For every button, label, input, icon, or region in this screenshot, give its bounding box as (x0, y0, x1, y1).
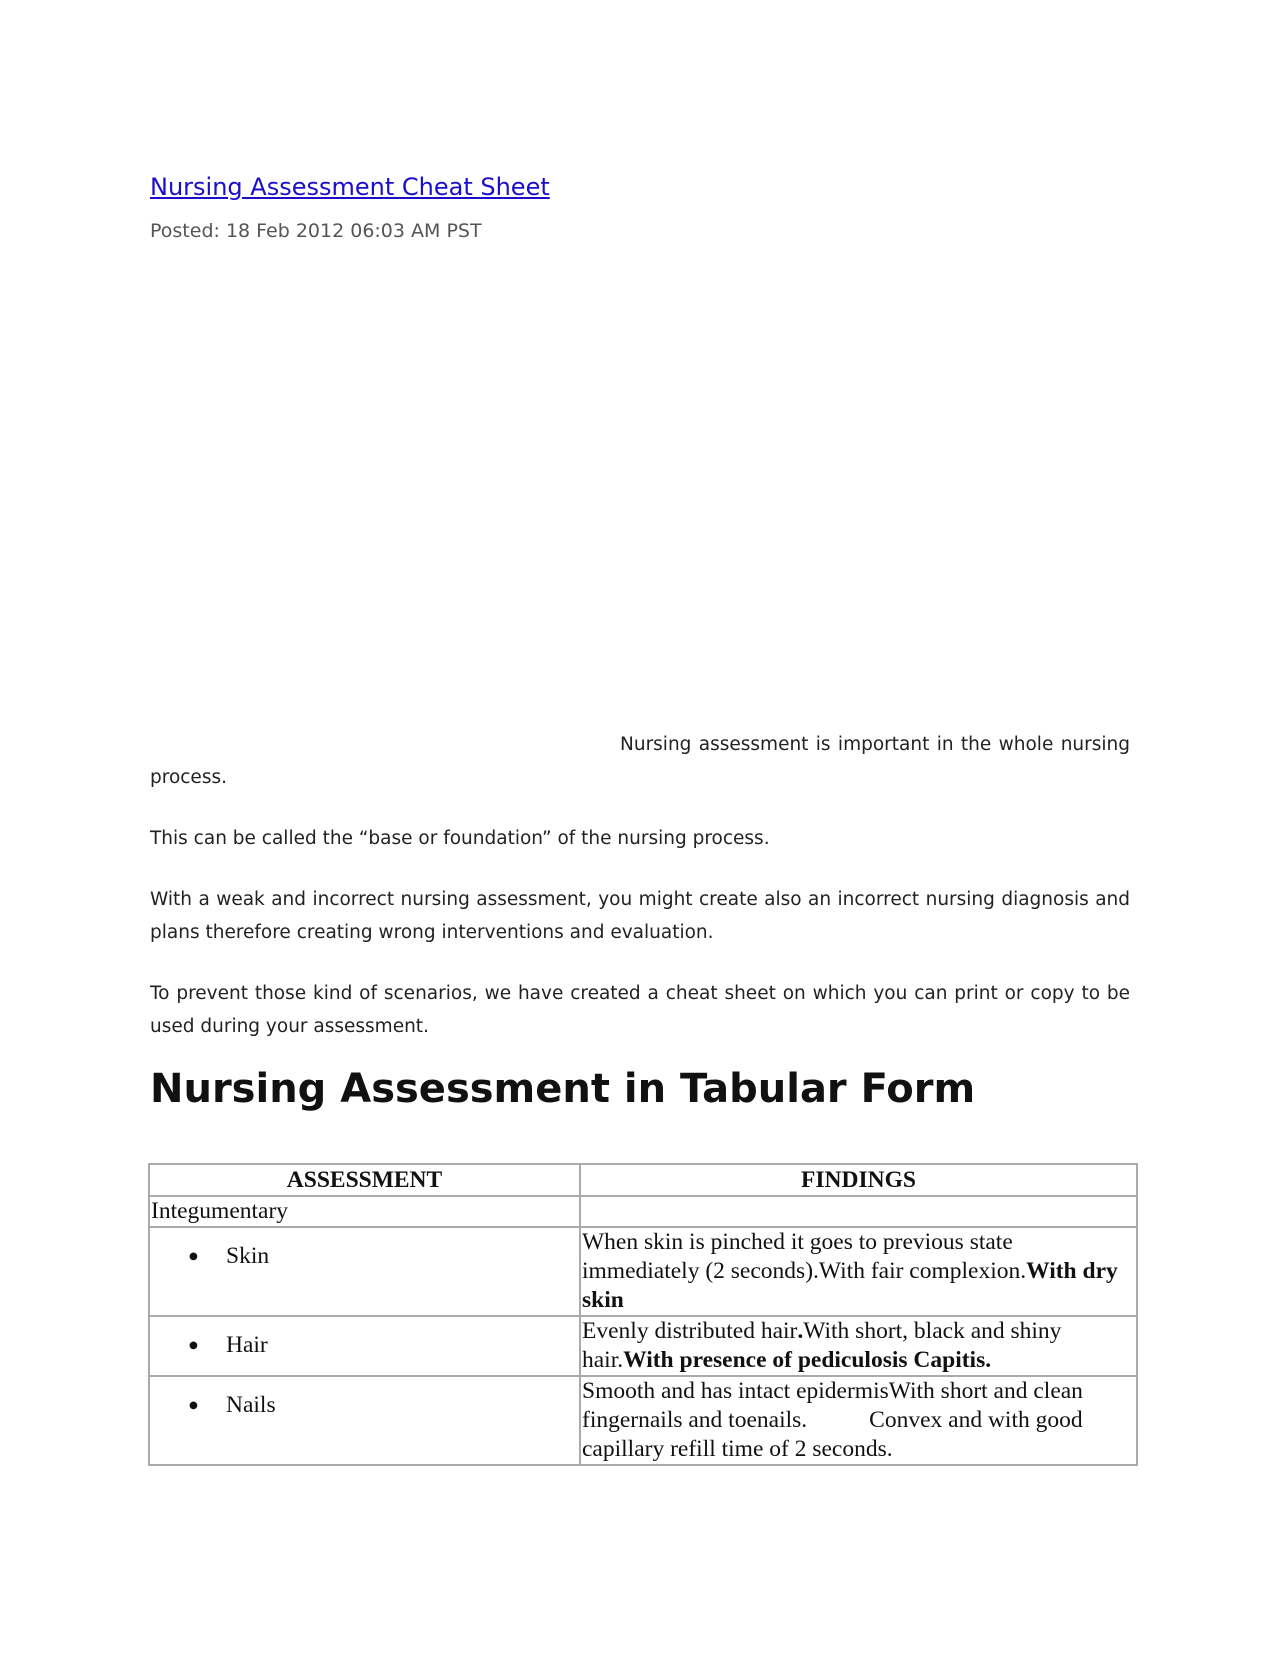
paragraph-foundation: This can be called the “base or foundation” of the nursing process. (150, 828, 770, 849)
table-header-row (149, 1164, 1137, 1196)
row-findings-nails (580, 1376, 1137, 1465)
row-label-skin (149, 1227, 580, 1316)
bullet-icon: ● (188, 1334, 199, 1355)
row-label-hair (149, 1316, 580, 1376)
table-row (149, 1376, 1137, 1465)
bullet-icon: ● (188, 1245, 199, 1266)
table-row (149, 1316, 1137, 1376)
header-assessment: ASSESSMENT (149, 1164, 580, 1196)
table-row (149, 1227, 1137, 1316)
findings-text: With short, black and shiny hair. (582, 1318, 1062, 1373)
row-label-nails (149, 1376, 580, 1465)
row-findings-hair (580, 1316, 1137, 1376)
row-findings-skin (580, 1227, 1137, 1316)
assessment-table (148, 1163, 1138, 1466)
category-findings (580, 1196, 1137, 1227)
bullet-icon: ● (188, 1394, 199, 1415)
document-page (150, 0, 1130, 1656)
findings-text: Convex and with good capillary refill time of 2 seconds. (582, 1407, 1083, 1462)
findings-bold-text: With dry skin (582, 1258, 1118, 1313)
findings-text: Evenly distributed hair (582, 1318, 798, 1344)
findings-bold-text: With presence of pediculosis Capitis. (623, 1347, 992, 1373)
findings-text: When skin is pinched it goes to previous state immediately (2 seconds).With fair complexion. (582, 1229, 1027, 1284)
row-label-text: Skin (226, 1243, 270, 1269)
image-placeholder (150, 260, 1130, 720)
paragraph-prevent: To prevent those kind of scenarios, we have created a cheat sheet on which you can print or copy to be used during your assessment. (150, 983, 1130, 1037)
row-label-text: Nails (226, 1392, 276, 1418)
table-row-category (149, 1196, 1137, 1227)
row-label-text: Hair (226, 1332, 268, 1358)
section-heading: Nursing Assessment in Tabular Form (150, 1066, 976, 1112)
posted-date: Posted: 18 Feb 2012 06:03 AM PST (150, 220, 482, 242)
paragraph-weak-assessment: With a weak and incorrect nursing assessment, you might create also an incorrect nursing diagnosis and plans therefore creating wrong interventions and evaluation. (150, 889, 1130, 943)
findings-text: Smooth and has intact epidermisWith short and clean fingernails and toenails. (582, 1378, 1083, 1433)
post-title-link[interactable]: Nursing Assessment Cheat Sheet (150, 173, 550, 201)
category-label: Integumentary (149, 1196, 580, 1227)
findings-bold-text: . (797, 1318, 804, 1344)
article-body (150, 728, 1130, 1071)
paragraph-intro: Nursing assessment is important in the whole nursing process. (150, 734, 1130, 788)
header-findings: FINDINGS (580, 1164, 1137, 1196)
